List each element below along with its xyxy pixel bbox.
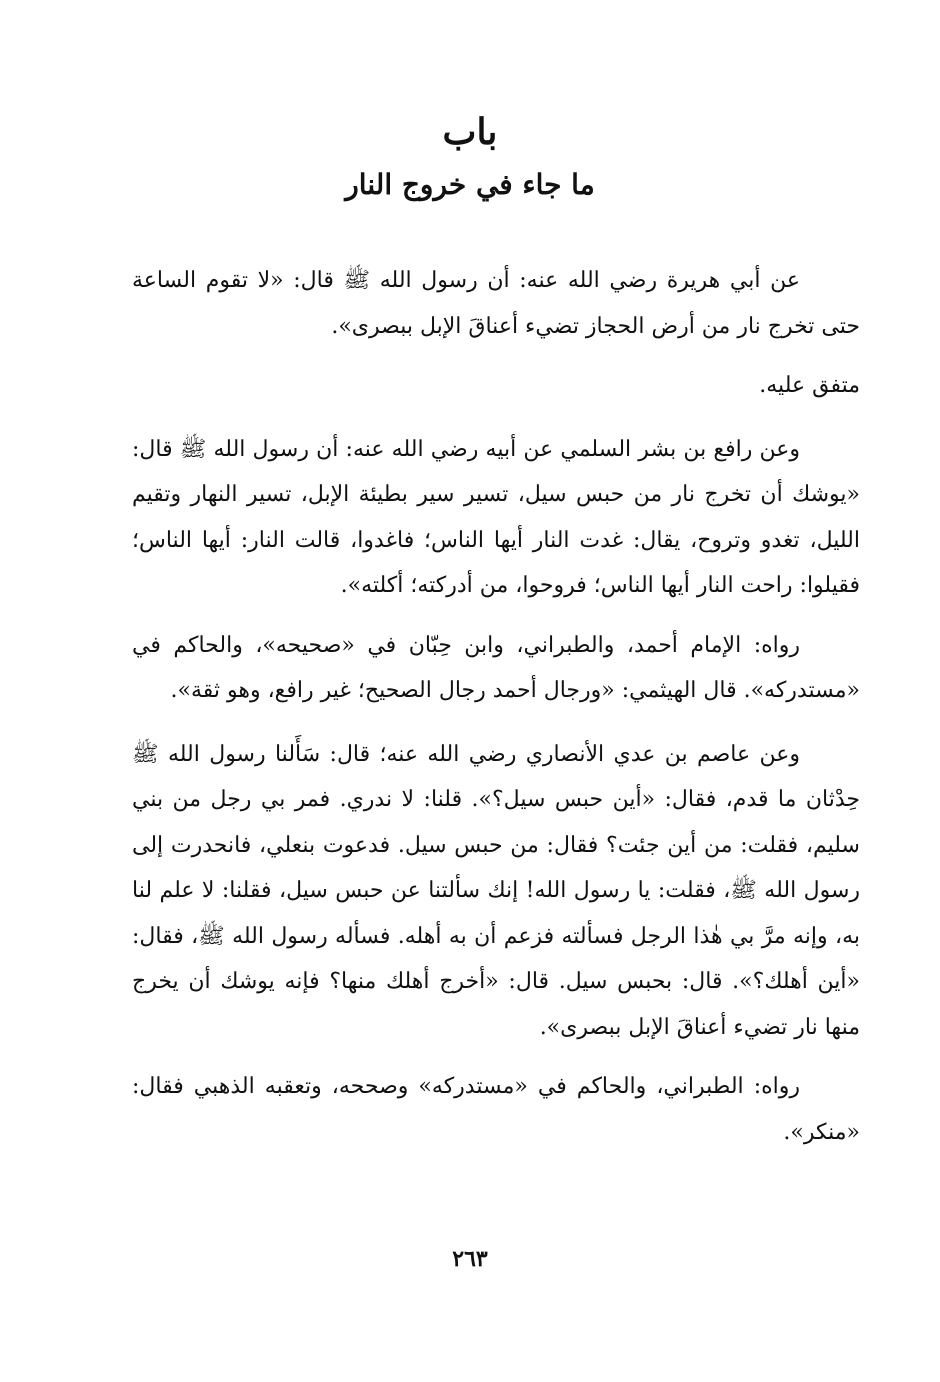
chapter-label: باب	[442, 111, 498, 153]
hadith-source-2: رواه: الإمام أحمد، والطبراني، وابن حِبّان في «صحيحه»، والحاكم في «مستدركه». قال الهيثمي: «ورجال أحمد رجال الصحيح؛ غير رافع، وهو ثقة».	[132, 632, 860, 703]
chapter-title: ما جاء في خروج النار	[345, 168, 595, 201]
hadith-source-1: متفق عليه.	[759, 373, 860, 398]
hadith-paragraph-1: عن أبي هريرة رضي الله عنه: أن رسول الله ﷺ قال: «لا تقوم الساعة حتى تخرج نار من أرض الحجاز تضيء أعناقَ الإبل ببصرى».	[132, 268, 860, 339]
hadith-paragraph-2: وعن رافع بن بشر السلمي عن أبيه رضي الله عنه: أن رسول الله ﷺ قال: «يوشك أن تخرج نار من حبس سيل، تسير سير بطيئة الإبل، تسير النهار وتقيم الليل، تغدو وتروح، يقال: غدت النار أيها الناس؛ فاغدوا، قالت النار: أيها الناس؛ فقيلوا: راحت النار أيها الناس؛ فروحوا، من أدركته؛ أكلته».	[132, 436, 860, 598]
hadith-paragraph-3: وعن عاصم بن عدي الأنصاري رضي الله عنه؛ قال: سَأَلنا رسول الله ﷺ حِدْثان ما قدم، فقال: «أين حبس سيل؟». قلنا: لا ندري. فمر بي رجل من بني سليم، فقلت: من أين جئت؟ فقال: من حبس سيل. فدعوت بنعلي، فانحدرت إلى رسول الله ﷺ، فقلت: يا رسول الله! إنك سألتنا عن حبس سيل، فقلنا: لا علم لنا به، وإنه مرَّ بي هٰذا الرجل فسألته فزعم أن به أهله. فسأله رسول الله ﷺ، فقال: «أين أهلك؟». قال: بحبس سيل. قال: «أخرج أهلك منها؟ فإنه يوشك أن يخرج منها نار تضيء أعناقَ الإبل ببصرى».	[132, 741, 861, 1040]
page-number: ٢٦٣	[452, 1246, 488, 1272]
hadith-source-3: رواه: الطبراني، والحاكم في «مستدركه» وصححه، وتعقبه الذهبي فقال: «منكر».	[132, 1074, 860, 1145]
page-body	[132, 258, 860, 1155]
